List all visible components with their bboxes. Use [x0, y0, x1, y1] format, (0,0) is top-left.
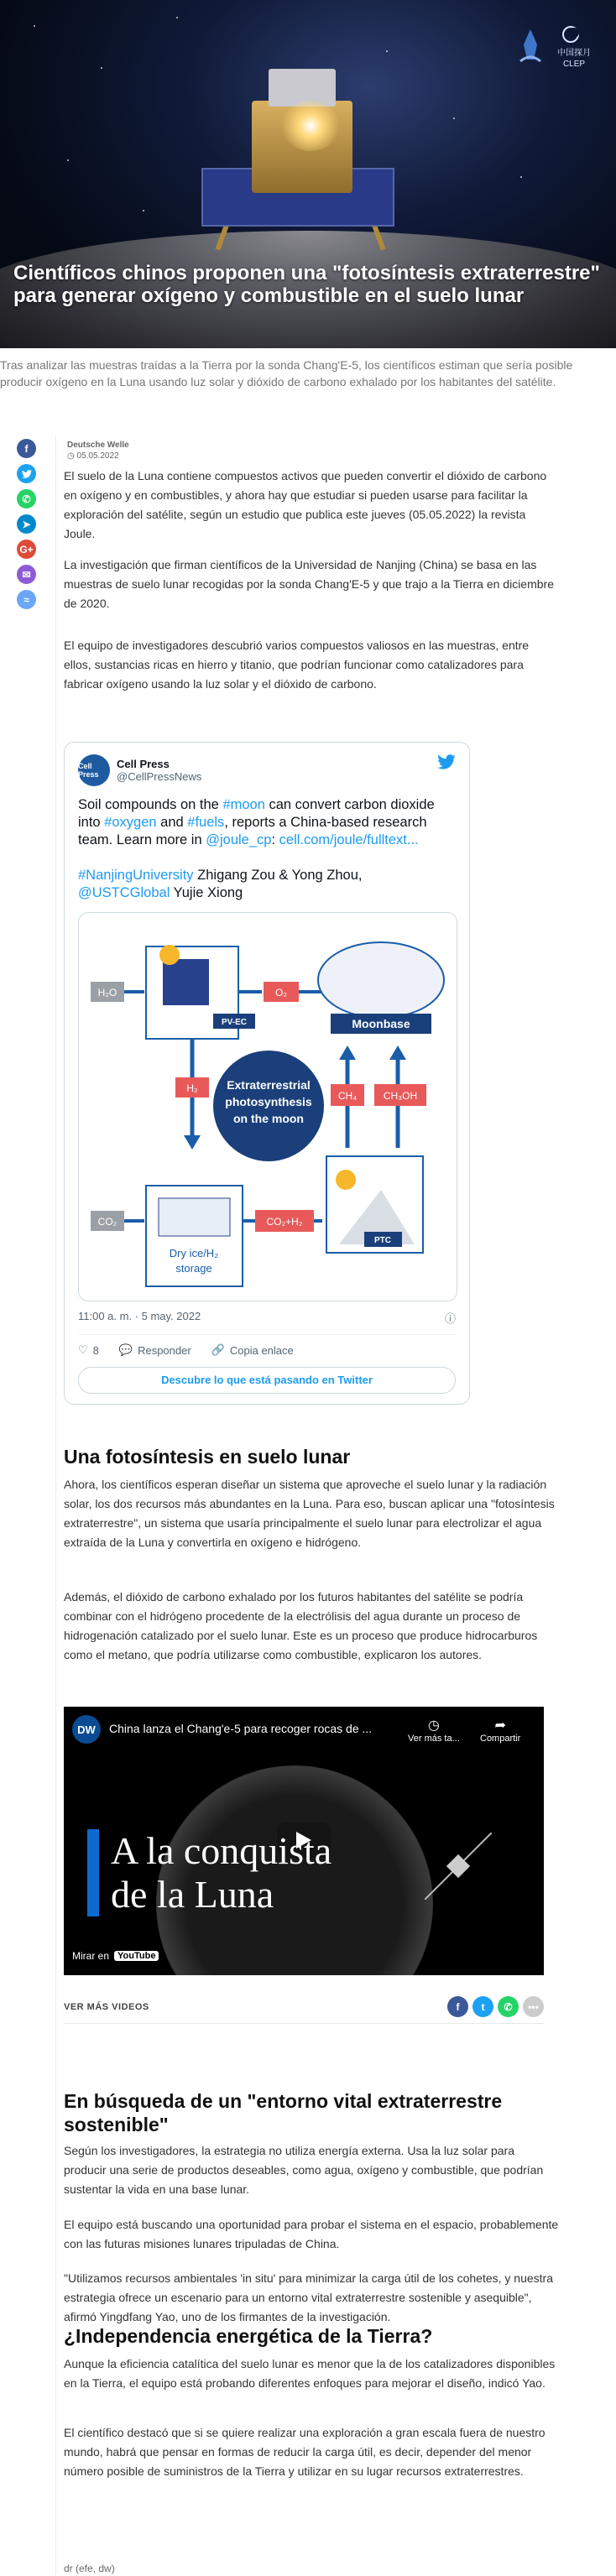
- label-dryice-1: Dry ice/H₂: [169, 1247, 219, 1259]
- logo-text-en: CLEP: [562, 60, 586, 69]
- dw-channel-icon[interactable]: DW: [72, 1715, 101, 1744]
- paragraph-8: "Utilizamos recursos ambientales 'in situ' para minimizar la carga útil de los cohetes, y nuestra estrategia ofrece un escenario para un entorno vital extraterrestre sostenible y asequible", afirmó Yingdfang Yao, uno de los firmantes de la investigación.: [64, 2271, 554, 2323]
- tweet-text: [78, 796, 456, 902]
- video-share-label: Compartir: [480, 1734, 521, 1744]
- label-center-2: photosynthesis: [225, 1095, 312, 1108]
- copy-link-button[interactable]: [211, 1343, 294, 1357]
- paragraph-7: El equipo está buscando una oportunidad para probar el sistema en el espacio, probablemente con las futuras misiones lunares tripuladas de China.: [64, 2218, 559, 2250]
- watch-later-label: Ver más ta...: [408, 1734, 460, 1744]
- link-icon: 🔗: [211, 1343, 225, 1356]
- article-title: Científicos chinos proponen una "fotosíntesis extraterrestre" para generar oxígeno y combustible en el suelo lunar: [13, 262, 600, 307]
- tweet-actions: [78, 1343, 456, 1357]
- paragraph-4: Ahora, los científicos esperan diseñar un sistema que aproveche el suelo lunar y la radiación solar, los dos recursos más abundantes en la Luna. Para eso, buscan aplicar una "fotosíntesis extraterrestre", un sistema que usaría principalmente el suelo lunar para electrolizar el agua extraída de la Luna y convertirla en oxígeno e hidrógeno.: [64, 1478, 555, 1549]
- tweet-text-part: Zhigang Zou & Yong Zhou,: [193, 868, 363, 883]
- like-button[interactable]: [78, 1343, 99, 1357]
- mention-joule[interactable]: @joule_cp: [206, 832, 272, 847]
- label-ptc: PTC: [374, 1236, 391, 1245]
- tweet-timestamp-row: [78, 1310, 456, 1326]
- article-date: [67, 451, 129, 461]
- video-title[interactable]: China lanza el Chang'e-5 para recoger rocas de ...: [109, 1722, 373, 1735]
- tweet-text-part: Soil compounds on the: [78, 797, 223, 812]
- video-share-button[interactable]: [480, 1717, 520, 1744]
- moon-emblem-icon: [557, 25, 584, 44]
- article-lead: Tras analizar las muestras traídas a la Tierra por la sonda Chang'E-5, los científicos estiman que sería posible producir oxígeno en la Luna usando luz solar y dióxido de carbono exhalado por los habitantes del satélite.: [0, 358, 573, 388]
- content-divider: [55, 436, 56, 2576]
- heading-independence: ¿Independencia energética de la Tierra?: [64, 2325, 433, 2347]
- label-center-3: on the moon: [233, 1112, 304, 1125]
- tweet-author-name[interactable]: Cell Press: [117, 758, 170, 770]
- tweet-text-part: , reports a China-based research team. Learn more in: [78, 815, 427, 847]
- label-co2: CO₂: [97, 1216, 117, 1228]
- hashtag-oxygen[interactable]: #oxygen: [104, 815, 157, 830]
- tweet-figure[interactable]: [78, 912, 457, 1301]
- google-plus-icon[interactable]: G+: [17, 540, 36, 559]
- more-videos-link[interactable]: VER MÁS VIDEOS: [64, 2001, 149, 2012]
- probe-icon: [425, 1833, 492, 1900]
- heading-photosynthesis: Una fotosíntesis en suelo lunar: [64, 1446, 351, 1468]
- video-cover-text: A la conquista de la Luna: [87, 1829, 339, 1916]
- hashtag-fuels[interactable]: #fuels: [187, 815, 225, 830]
- whatsapp-icon[interactable]: ✆: [498, 1996, 519, 2017]
- twitter-bird-icon[interactable]: [437, 754, 456, 769]
- video-share-icons: [447, 1996, 544, 2017]
- facebook-icon[interactable]: f: [17, 439, 36, 458]
- label-h2: H₂: [186, 1082, 198, 1094]
- tweet-text-part: Yujie Xiong: [170, 885, 243, 900]
- like-count: 8: [92, 1343, 99, 1357]
- clep-wordmark: [557, 25, 591, 70]
- reply-button[interactable]: [119, 1343, 191, 1357]
- clock-icon: ◷: [67, 451, 77, 461]
- tweet-text-part: can convert carbon dioxide into: [78, 797, 435, 830]
- hero-image: [0, 0, 616, 348]
- article-source: Deutsche Welle: [67, 441, 129, 450]
- hashtag-nanjing[interactable]: #NanjingUniversity: [78, 868, 194, 883]
- sun-icon: [159, 945, 180, 965]
- paragraph-5: Además, el dióxido de carbono exhalado por los futuros habitantes del satélite se podría combinar con el hidrógeno procedente de la electrólisis del agua durante un proceso de hidrogenación catalizado por el suelo lunar. Este es un proceso que produce hidrocarburos como el metano, que podría utilizarse como combustible, explicaron los autores.: [64, 1590, 538, 1661]
- tweet-link[interactable]: cell.com/joule/fulltext...: [279, 832, 419, 847]
- paragraph-3: El equipo de investigadores descubrió varios compuestos valiosos en las muestras, entre ellos, sustancias ricas en hierro y titanio, que podrían funcionar como catalizadores para fabricar oxígeno usando la luz solar y el dióxido de carbono.: [64, 639, 530, 691]
- more-videos-row: [64, 1990, 544, 2024]
- clock-icon: ◷: [427, 1718, 440, 1733]
- copy-link-label: Copia enlace: [229, 1343, 294, 1357]
- messenger-icon[interactable]: ≈: [17, 590, 36, 609]
- watch-on-youtube[interactable]: [72, 1950, 159, 1962]
- paragraph-1: El suelo de la Luna contiene compuestos activos que pueden convertir el dióxido de carbono en oxígeno y en combustibles, y ahora hay que estudiar si pueden usarse para facilitar la exploración del satélite, según un estudio que publica este jueves (05.05.2022) la revista Joule.: [64, 469, 547, 540]
- tweet-separator: [78, 1334, 456, 1335]
- tweet-header: [78, 754, 456, 786]
- embedded-tweet[interactable]: [64, 742, 470, 1405]
- tweet-avatar[interactable]: Cell Press: [78, 754, 110, 786]
- label-center-1: Extraterrestrial: [227, 1078, 311, 1092]
- youtube-logo: YouTube: [114, 1951, 159, 1961]
- email-icon[interactable]: ✉: [17, 565, 36, 584]
- hashtag-moon[interactable]: #moon: [222, 797, 265, 812]
- share-bar: [17, 439, 36, 609]
- label-ch3oh: CH₃OH: [383, 1090, 418, 1102]
- heading-search: En búsqueda de un "entorno vital extraterrestre sostenible": [64, 2090, 503, 2135]
- logo-text-cn: 中国探月: [557, 49, 591, 58]
- rocket-logo-icon: [515, 28, 546, 68]
- tweet-author-handle[interactable]: @CellPressNews: [117, 770, 202, 783]
- telegram-icon[interactable]: ➤: [17, 514, 36, 534]
- paragraph-10: El científico destacó que si se quiere realizar una exploración a gran escala fuera de nuestro mundo, habrá que pensar en formas de reducir la carga útil, es decir, depender del menor número posible de suministros de la Tierra y utilizar en su lugar recursos extraterrestres.: [64, 2426, 546, 2478]
- clep-logo: [515, 25, 591, 70]
- sun-icon: [336, 1170, 356, 1190]
- article-signature: dr (efe, dw): [64, 2563, 115, 2574]
- label-dryice-2: storage: [175, 1262, 212, 1275]
- facebook-icon[interactable]: f: [447, 1996, 468, 2017]
- tweet-text-part: :: [271, 832, 279, 847]
- reply-label: Responder: [138, 1343, 191, 1357]
- tweet-timestamp[interactable]: 11:00 a. m. · 5 may. 2022: [78, 1310, 201, 1322]
- watch-on-label: Mirar en: [72, 1950, 110, 1962]
- mention-ustc[interactable]: @USTCGlobal: [78, 885, 170, 900]
- article-meta: [67, 440, 129, 461]
- label-co2h2: CO₂+H₂: [266, 1216, 303, 1228]
- label-pvec: PV-EC: [221, 1018, 248, 1027]
- paragraph-9: Aunque la eficiencia catalítica del suelo lunar es menor que la de los catalizadores disponibles en la Tierra, el equipo está probando diferentes enfoques para mejorar el diseño, indicó Yao.: [64, 2357, 556, 2390]
- label-ch4: CH₄: [337, 1090, 358, 1102]
- whatsapp-icon[interactable]: ✆: [17, 489, 36, 508]
- lander-light: [281, 101, 340, 151]
- paragraph-6: Según los investigadores, la estrategia no utiliza energía externa. Usa la luz solar para producir una serie de productos deseables, como agua, oxígeno y combustible, que podrían sustentar la vida en una base lunar.: [64, 2144, 544, 2196]
- label-moonbase: Moonbase: [352, 1017, 410, 1030]
- label-o2: O₂: [275, 987, 287, 999]
- twitter-icon[interactable]: t: [472, 1996, 493, 2017]
- paragraph-2: La investigación que firman científicos de la Universidad de Nanjing (China) se basa en las muestras de suelo lunar recogidas por la sonda Chang'E-5 y que trajo a la Tierra en diciembre de 2020.: [64, 558, 554, 610]
- watch-later-button[interactable]: [408, 1717, 460, 1744]
- heart-icon: ♡: [78, 1343, 88, 1356]
- article-date-value: 05.05.2022: [76, 451, 119, 461]
- twitter-cta-button[interactable]: Descubre lo que está pasando en Twitter: [78, 1367, 456, 1394]
- more-options-icon[interactable]: •••: [523, 1996, 544, 2017]
- label-h2o: H₂O: [97, 987, 117, 999]
- reply-icon: 💬: [118, 1343, 133, 1356]
- share-arrow-icon: ➦: [494, 1718, 506, 1733]
- video-player[interactable]: [64, 1707, 544, 1975]
- info-icon[interactable]: ⓘ: [444, 1312, 456, 1325]
- twitter-icon[interactable]: [17, 464, 36, 483]
- tweet-text-part: and: [156, 815, 188, 830]
